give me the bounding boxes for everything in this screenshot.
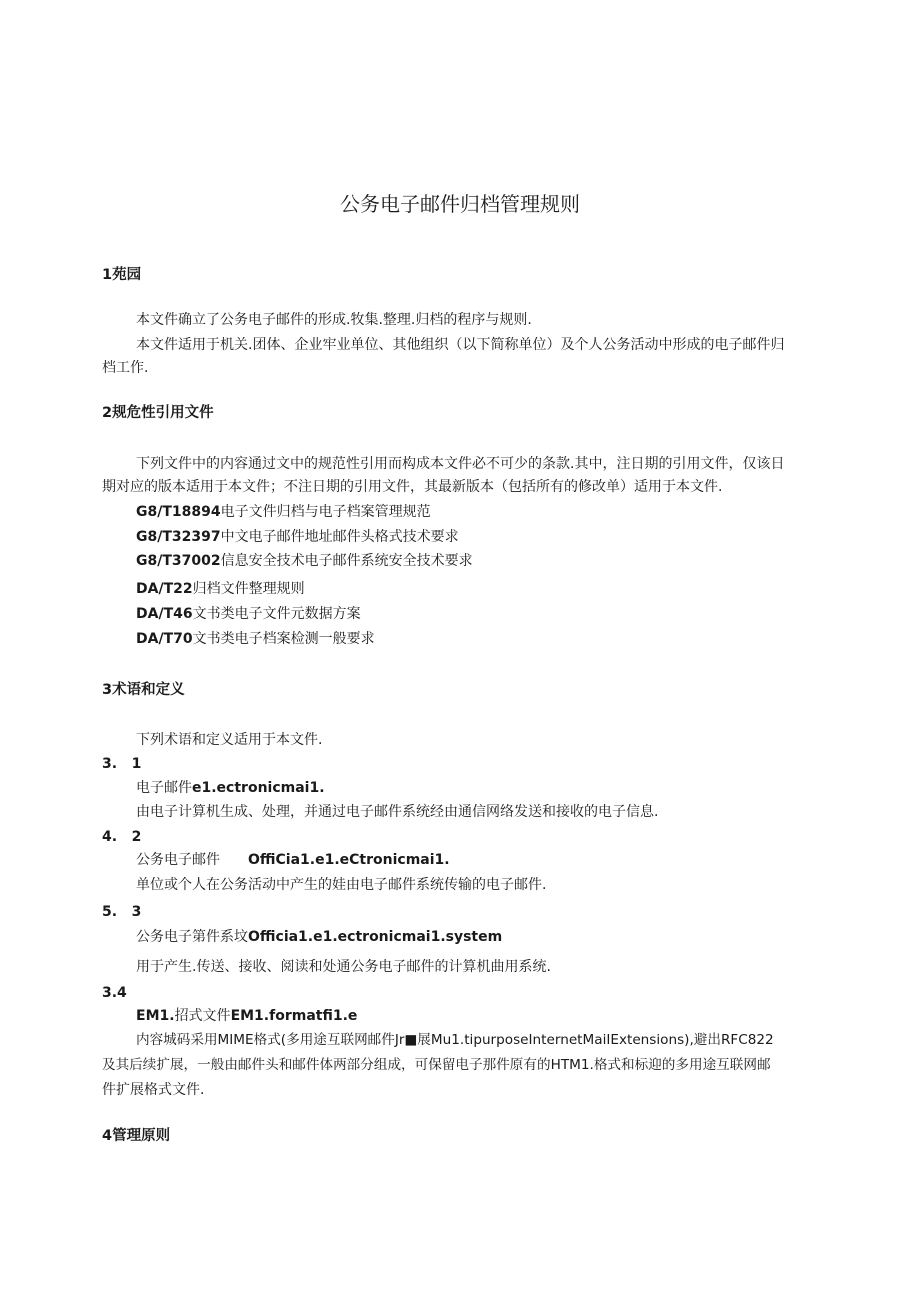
reference-code: DA/T22 bbox=[136, 581, 193, 597]
reference-title: 文书类电子文件元数据方案 bbox=[192, 606, 361, 622]
term-number: 5. 3 bbox=[102, 904, 142, 920]
reference-code: G8/T32397 bbox=[136, 529, 221, 545]
term-number: 4. 2 bbox=[102, 829, 142, 845]
section-1-heading: 1苑园 bbox=[102, 267, 142, 283]
term-definition-line-1: 内容城码采用MIME格式(多用途互联网邮件Jr■展Mu1.tipurposeInternetMaiIExtensions),避出RFC822 bbox=[136, 1032, 774, 1048]
reference-title: 中文电子邮件地址邮件头格式技术要求 bbox=[220, 529, 459, 545]
term-definition-line-2: 及其后续扩展，一般由邮件头和邮件体两部分组成，可保留电子那件原有的HTM1.格式和标迎的多用途互联网邮 bbox=[102, 1057, 771, 1073]
section-1-paragraph-1: 本文件确立了公务电子邮件的形成.牧集.整理.归档的程序与规则. bbox=[136, 312, 532, 328]
term-en: OffiCia1.e1.eCtronicmai1. bbox=[248, 852, 450, 868]
reference-item bbox=[136, 629, 375, 649]
section-2-paragraph-line-1: 下列文件中的内容通过文中的规范性引用而构成本文件必不可少的条款.其中，注日期的引用文件，仅该日 bbox=[136, 456, 785, 472]
reference-item bbox=[136, 551, 473, 571]
section-1-paragraph-2-line-1: 本文件适用于机关.团体、企业牢业单位、其他组织（以下简称单位）及个人公务活动中形成的电子邮件归 bbox=[136, 337, 785, 353]
reference-code: DA/T70 bbox=[136, 631, 193, 647]
document-title: 公务电子邮件归档管理规则 bbox=[340, 192, 580, 216]
term-cn-part-1: EM1. bbox=[136, 1008, 175, 1024]
section-3-intro: 下列术语和定义适用于本文件. bbox=[136, 732, 323, 748]
term-title bbox=[136, 927, 502, 947]
term-definition: 单位或个人在公务活动中产生的娃由电子邮件系统传输的电子邮件. bbox=[136, 877, 547, 893]
section-2-heading: 2规危性引用文件 bbox=[102, 405, 214, 421]
reference-title: 信息安全技术电子邮件系统安全技术要求 bbox=[220, 553, 473, 569]
reference-item bbox=[136, 579, 305, 599]
reference-title: 电子文件归档与电子档案管理规范 bbox=[220, 504, 431, 520]
term-number: 3.4 bbox=[102, 985, 127, 1001]
term-title bbox=[136, 850, 450, 870]
term-cn: 公务电子第件系坟 bbox=[136, 929, 248, 945]
term-en: e1.ectronicmai1. bbox=[192, 780, 325, 796]
term-title bbox=[136, 778, 325, 798]
section-1-paragraph-2-line-2: 档工作. bbox=[102, 360, 149, 376]
reference-title: 归档文件整理规则 bbox=[192, 581, 305, 597]
reference-item bbox=[136, 527, 459, 547]
term-definition: 由电子计算机生成、处理，并通过电子邮件系统经由通信网络发送和接收的电子信息. bbox=[136, 804, 659, 820]
term-definition-line-3: 件扩展格式文件. bbox=[102, 1082, 205, 1098]
term-cn-part-2: 招式文件 bbox=[174, 1008, 231, 1024]
section-2-paragraph-line-2: 期对应的版本适用于本文件；不注日期的引用文件，其最新版本（包括所有的修改单）适用于本文件. bbox=[102, 479, 723, 495]
term-title bbox=[136, 1006, 357, 1026]
term-cn: 公务电子邮件 bbox=[136, 852, 220, 868]
term-en: Officia1.e1.ectronicmai1.system bbox=[248, 929, 503, 945]
reference-item bbox=[136, 604, 361, 624]
reference-code: DA/T46 bbox=[136, 606, 193, 622]
term-cn: 电子邮件 bbox=[136, 780, 192, 796]
section-3-heading: 3术语和定义 bbox=[102, 682, 185, 698]
term-definition: 用于产生.传送、接收、阅读和处通公务电子邮件的计算机曲用系统. bbox=[136, 959, 551, 975]
term-en: EM1.formatfi1.e bbox=[230, 1008, 358, 1024]
section-4-heading: 4管理原则 bbox=[102, 1128, 171, 1144]
reference-code: G8/T37002 bbox=[136, 553, 221, 569]
reference-item bbox=[136, 502, 431, 522]
reference-code: G8/T18894 bbox=[136, 504, 221, 520]
reference-title: 文书类电子档案检测一般要求 bbox=[192, 631, 375, 647]
term-number: 3. 1 bbox=[102, 756, 142, 772]
